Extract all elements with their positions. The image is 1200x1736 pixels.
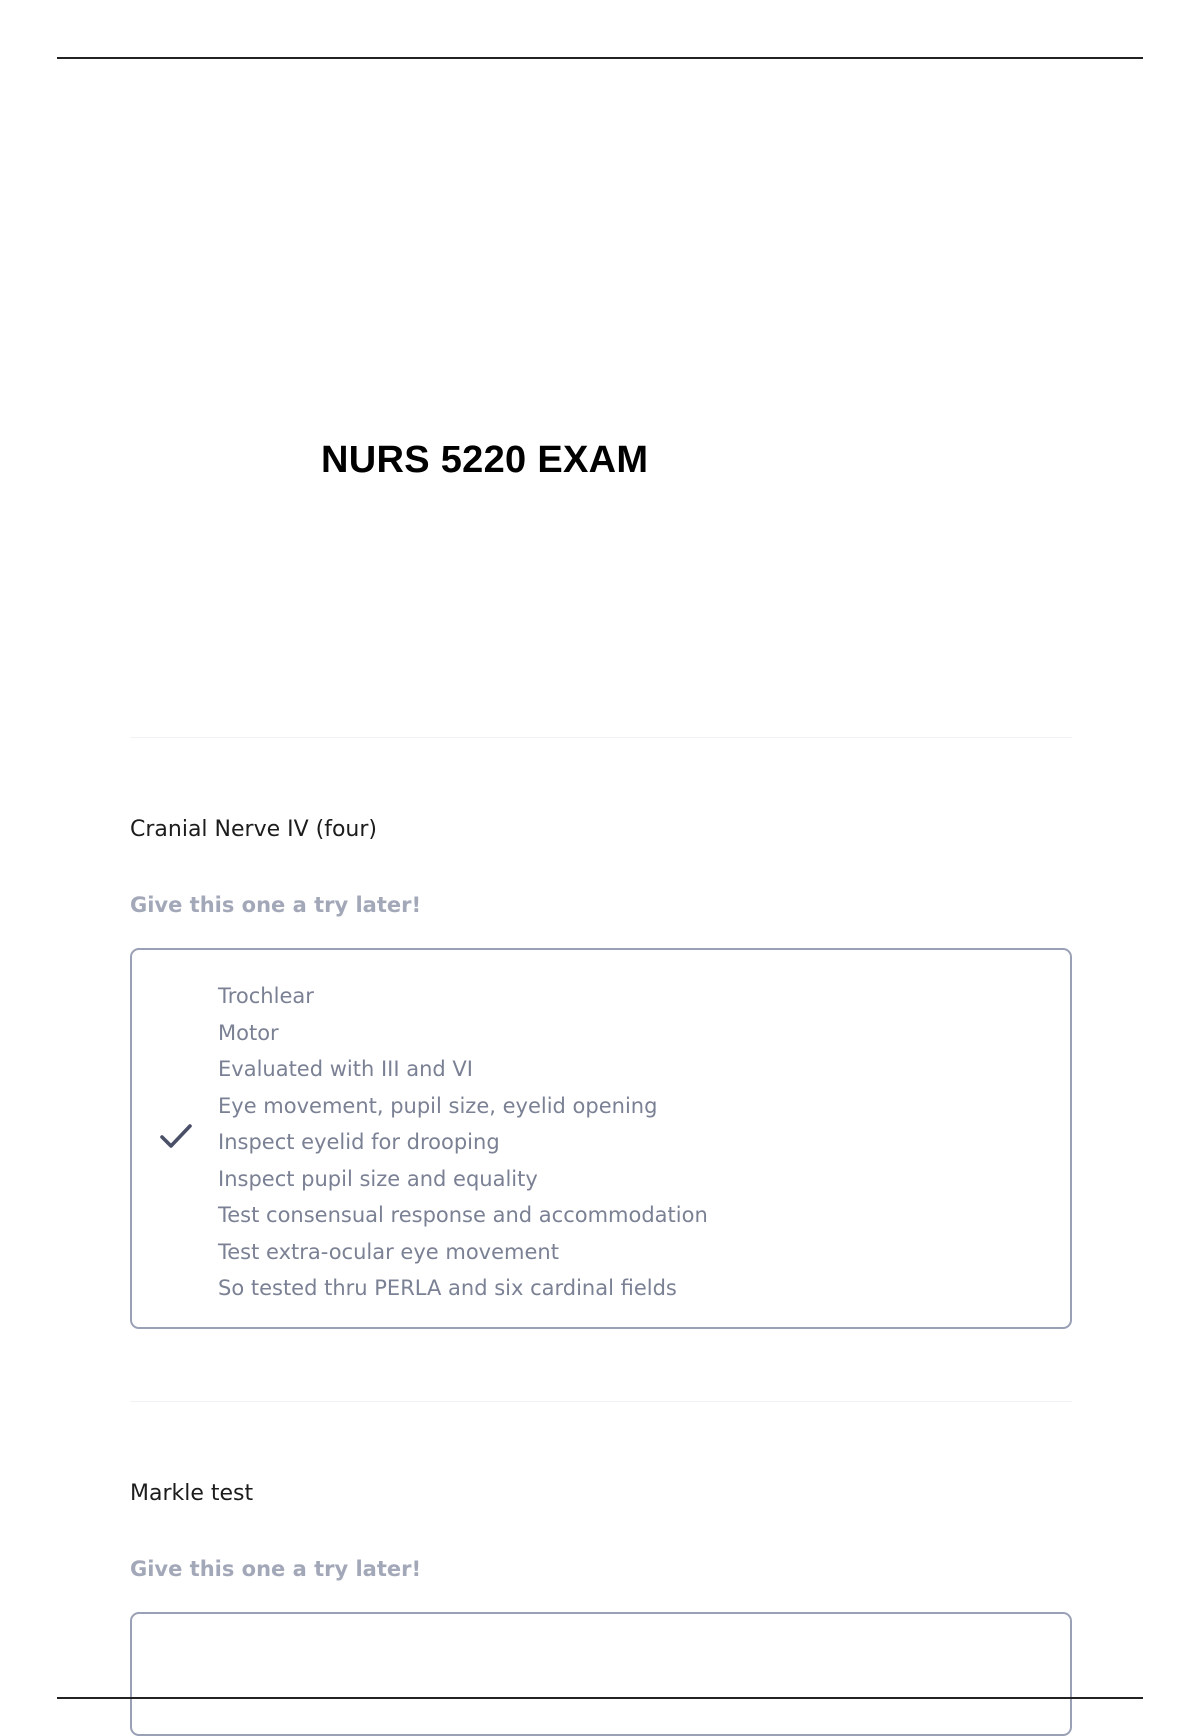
card-divider [130, 737, 1072, 738]
answer-line: Inspect eyelid for drooping [218, 1130, 500, 1154]
page-bottom-rule [57, 1697, 1143, 1699]
answer-box[interactable] [130, 948, 1072, 1329]
answer-line: Trochlear [218, 984, 314, 1008]
page-top-rule [57, 57, 1143, 59]
try-later-link[interactable]: Give this one a try later! [130, 893, 422, 917]
answer-line: Test consensual response and accommodation [218, 1203, 708, 1227]
answer-line: Eye movement, pupil size, eyelid opening [218, 1093, 658, 1118]
check-icon [159, 1122, 193, 1150]
answer-line: Evaluated with III and VI [218, 1057, 473, 1081]
answer-box[interactable] [130, 1612, 1072, 1736]
card-term: Cranial Nerve IV (four) [130, 817, 378, 842]
answer-line: Motor [218, 1020, 279, 1045]
answer-line: So tested thru PERLA and six cardinal fields [218, 1276, 677, 1300]
card-term: Markle test [130, 1481, 254, 1506]
answer-line: Test extra-ocular eye movement [218, 1239, 559, 1264]
try-later-link[interactable]: Give this one a try later! [130, 1557, 422, 1581]
card-divider [130, 1401, 1072, 1402]
answer-list [218, 978, 708, 1307]
exam-title: NURS 5220 EXAM [321, 439, 649, 481]
answer-line: Inspect pupil size and equality [218, 1166, 538, 1191]
